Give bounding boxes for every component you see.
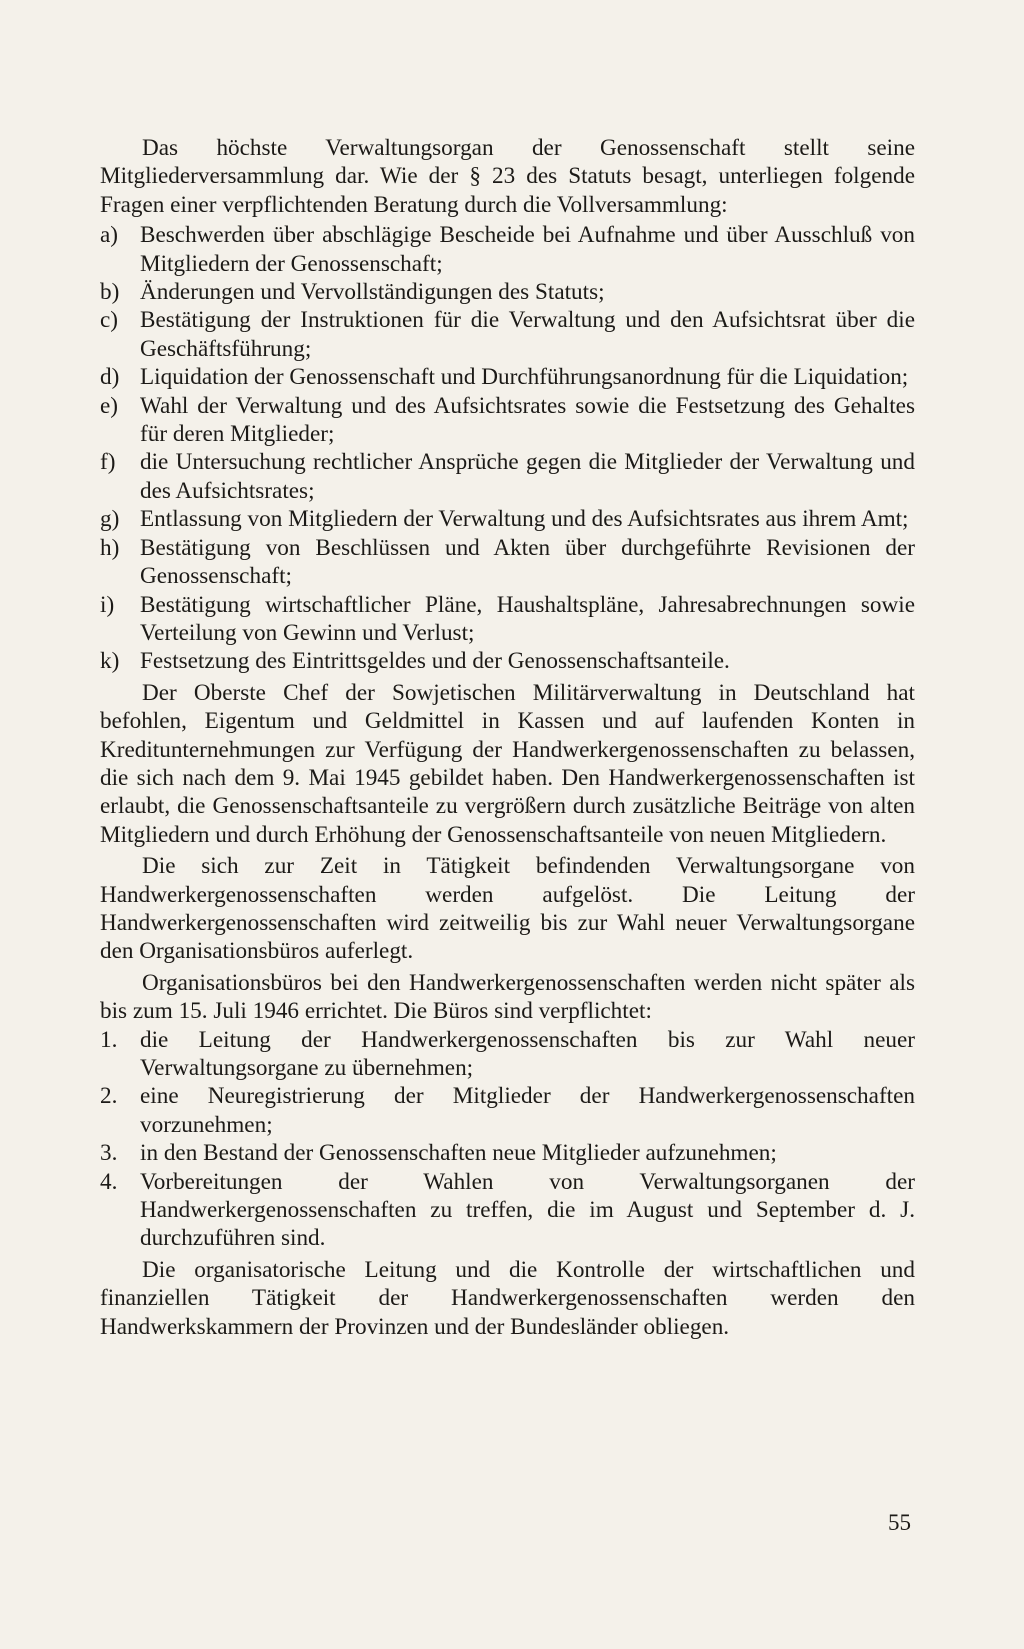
list-item-text: Festsetzung des Eintrittsgeldes und der Genossenschaftsanteile. bbox=[140, 648, 730, 675]
list-marker: a) bbox=[100, 222, 119, 249]
list-item bbox=[100, 278, 915, 306]
list-item-text: eine Neuregistrierung der Mitglieder der Handwerkergenossenschaften vorzunehmen; bbox=[140, 1083, 915, 1138]
list-item bbox=[100, 1168, 915, 1253]
list-item-text: Wahl der Verwaltung und des Aufsichtsrates sowie die Festsetzung des Gehaltes für deren Mitglieder; bbox=[140, 392, 915, 448]
list-item-text: in den Bestand der Genossenschaften neue Mitglieder aufzunehmen; bbox=[140, 1140, 777, 1167]
paragraph-supervision: Die organisatorische Leitung und die Kontrolle der wirtschaftlichen und finanziellen Tätigkeit der Handwerkergenossenschaften werden den Handwerkskammern der Provinzen und der Bundesländer obliegen. bbox=[100, 1256, 915, 1340]
list-marker: h) bbox=[100, 534, 120, 561]
lettered-list bbox=[100, 221, 915, 676]
list-marker: i) bbox=[100, 591, 115, 618]
list-marker: 1. bbox=[100, 1026, 118, 1053]
list-item-text: Entlassung von Mitgliedern der Verwaltung und des Aufsichtsrates aus ihrem Amt; bbox=[140, 506, 909, 533]
list-item-text: Bestätigung der Instruktionen für die Verwaltung und den Aufsichtsrat über die Geschäftsführung; bbox=[140, 307, 915, 362]
list-marker: d) bbox=[100, 364, 120, 391]
list-marker: 2. bbox=[100, 1083, 118, 1110]
list-marker: g) bbox=[100, 506, 120, 533]
list-item-text: Bestätigung wirtschaftlicher Pläne, Haushaltspläne, Jahresabrechnungen sowie Verteilung von Gewinn und Verlust; bbox=[140, 591, 915, 646]
list-item-text: Liquidation der Genossenschaft und Durchführungsanordnung für die Liquidation; bbox=[140, 364, 909, 391]
list-item bbox=[100, 534, 915, 591]
list-item bbox=[100, 221, 915, 278]
paragraph-organisation-offices: Organisationsbüros bei den Handwerkergenossenschaften werden nicht später als bis zum 15. Juli 1946 errichtet. Die Büros sind verpflichtet: bbox=[100, 969, 915, 1025]
page-number: 55 bbox=[888, 1510, 911, 1535]
list-item-text: Bestätigung von Beschlüssen und Akten über durchgeführte Revisionen der Genossenschaft; bbox=[140, 534, 915, 590]
numbered-list bbox=[100, 1026, 915, 1253]
list-item-text: die Untersuchung rechtlicher Ansprüche gegen die Mitglieder der Verwaltung und des Aufsichtsrates; bbox=[140, 449, 915, 504]
list-item bbox=[100, 392, 915, 449]
list-item bbox=[100, 647, 915, 675]
list-marker: b) bbox=[100, 279, 120, 306]
list-item-text: Vorbereitungen der Wahlen von Verwaltungsorganen der Handwerkergenossenschaften zu treffen, die im August und September d. J. durchzuführen sind. bbox=[140, 1168, 915, 1252]
list-item bbox=[100, 448, 915, 505]
list-item bbox=[100, 306, 915, 363]
list-item-text: Beschwerden über abschlägige Bescheide bei Aufnahme und über Ausschluß von Mitgliedern der Genossenschaft; bbox=[140, 222, 915, 277]
list-marker: k) bbox=[100, 648, 120, 675]
list-marker: 3. bbox=[100, 1140, 118, 1167]
list-item bbox=[100, 1026, 915, 1083]
list-item-text: die Leitung der Handwerkergenossenschaften bis zur Wahl neuer Verwaltungsorgane zu übernehmen; bbox=[140, 1026, 915, 1081]
list-item bbox=[100, 1139, 915, 1167]
list-marker: c) bbox=[100, 307, 119, 334]
paragraph-dissolution: Die sich zur Zeit in Tätigkeit befindenden Verwaltungsorgane von Handwerkergenossenschaften werden aufgelöst. Die Leitung der Handwerkergenossenschaften wird zeitweilig bis zur Wahl neuer Verwaltungsorgane den Organisationsbüros auferlegt. bbox=[100, 853, 915, 965]
list-marker: f) bbox=[100, 449, 116, 476]
page-body bbox=[100, 134, 915, 1341]
intro-paragraph: Das höchste Verwaltungsorgan der Genossenschaft stellt seine Mitgliederversammlung dar. Wie der § 23 des Statuts besagt, unterliegen folgende Fragen einer verpflichtenden Beratung durch die Vollversammlung: bbox=[100, 135, 915, 218]
list-item-text: Änderungen und Vervollständigungen des Statuts; bbox=[140, 279, 605, 306]
list-item bbox=[100, 505, 915, 533]
list-item bbox=[100, 591, 915, 648]
list-item bbox=[100, 363, 915, 391]
list-marker: e) bbox=[100, 392, 119, 419]
list-marker: 4. bbox=[100, 1168, 118, 1195]
list-item bbox=[100, 1082, 915, 1139]
paragraph-military-administration: Der Oberste Chef der Sowjetischen Militärverwaltung in Deutschland hat befohlen, Eigentum und Geldmittel in Kassen und auf laufenden Konten in Kreditunternehmungen zur Verfügung der Handwerkergenossenschaften zu belassen, die sich nach dem 9. Mai 1945 gebildet haben. Den Handwerkergenossenschaften ist erlaubt, die Genossenschaftsanteile zu vergrößern durch zusätzliche Beiträge von alten Mitgliedern und durch Erhöhung der Genossenschaftsanteile von neuen Mitgliedern. bbox=[100, 679, 915, 848]
